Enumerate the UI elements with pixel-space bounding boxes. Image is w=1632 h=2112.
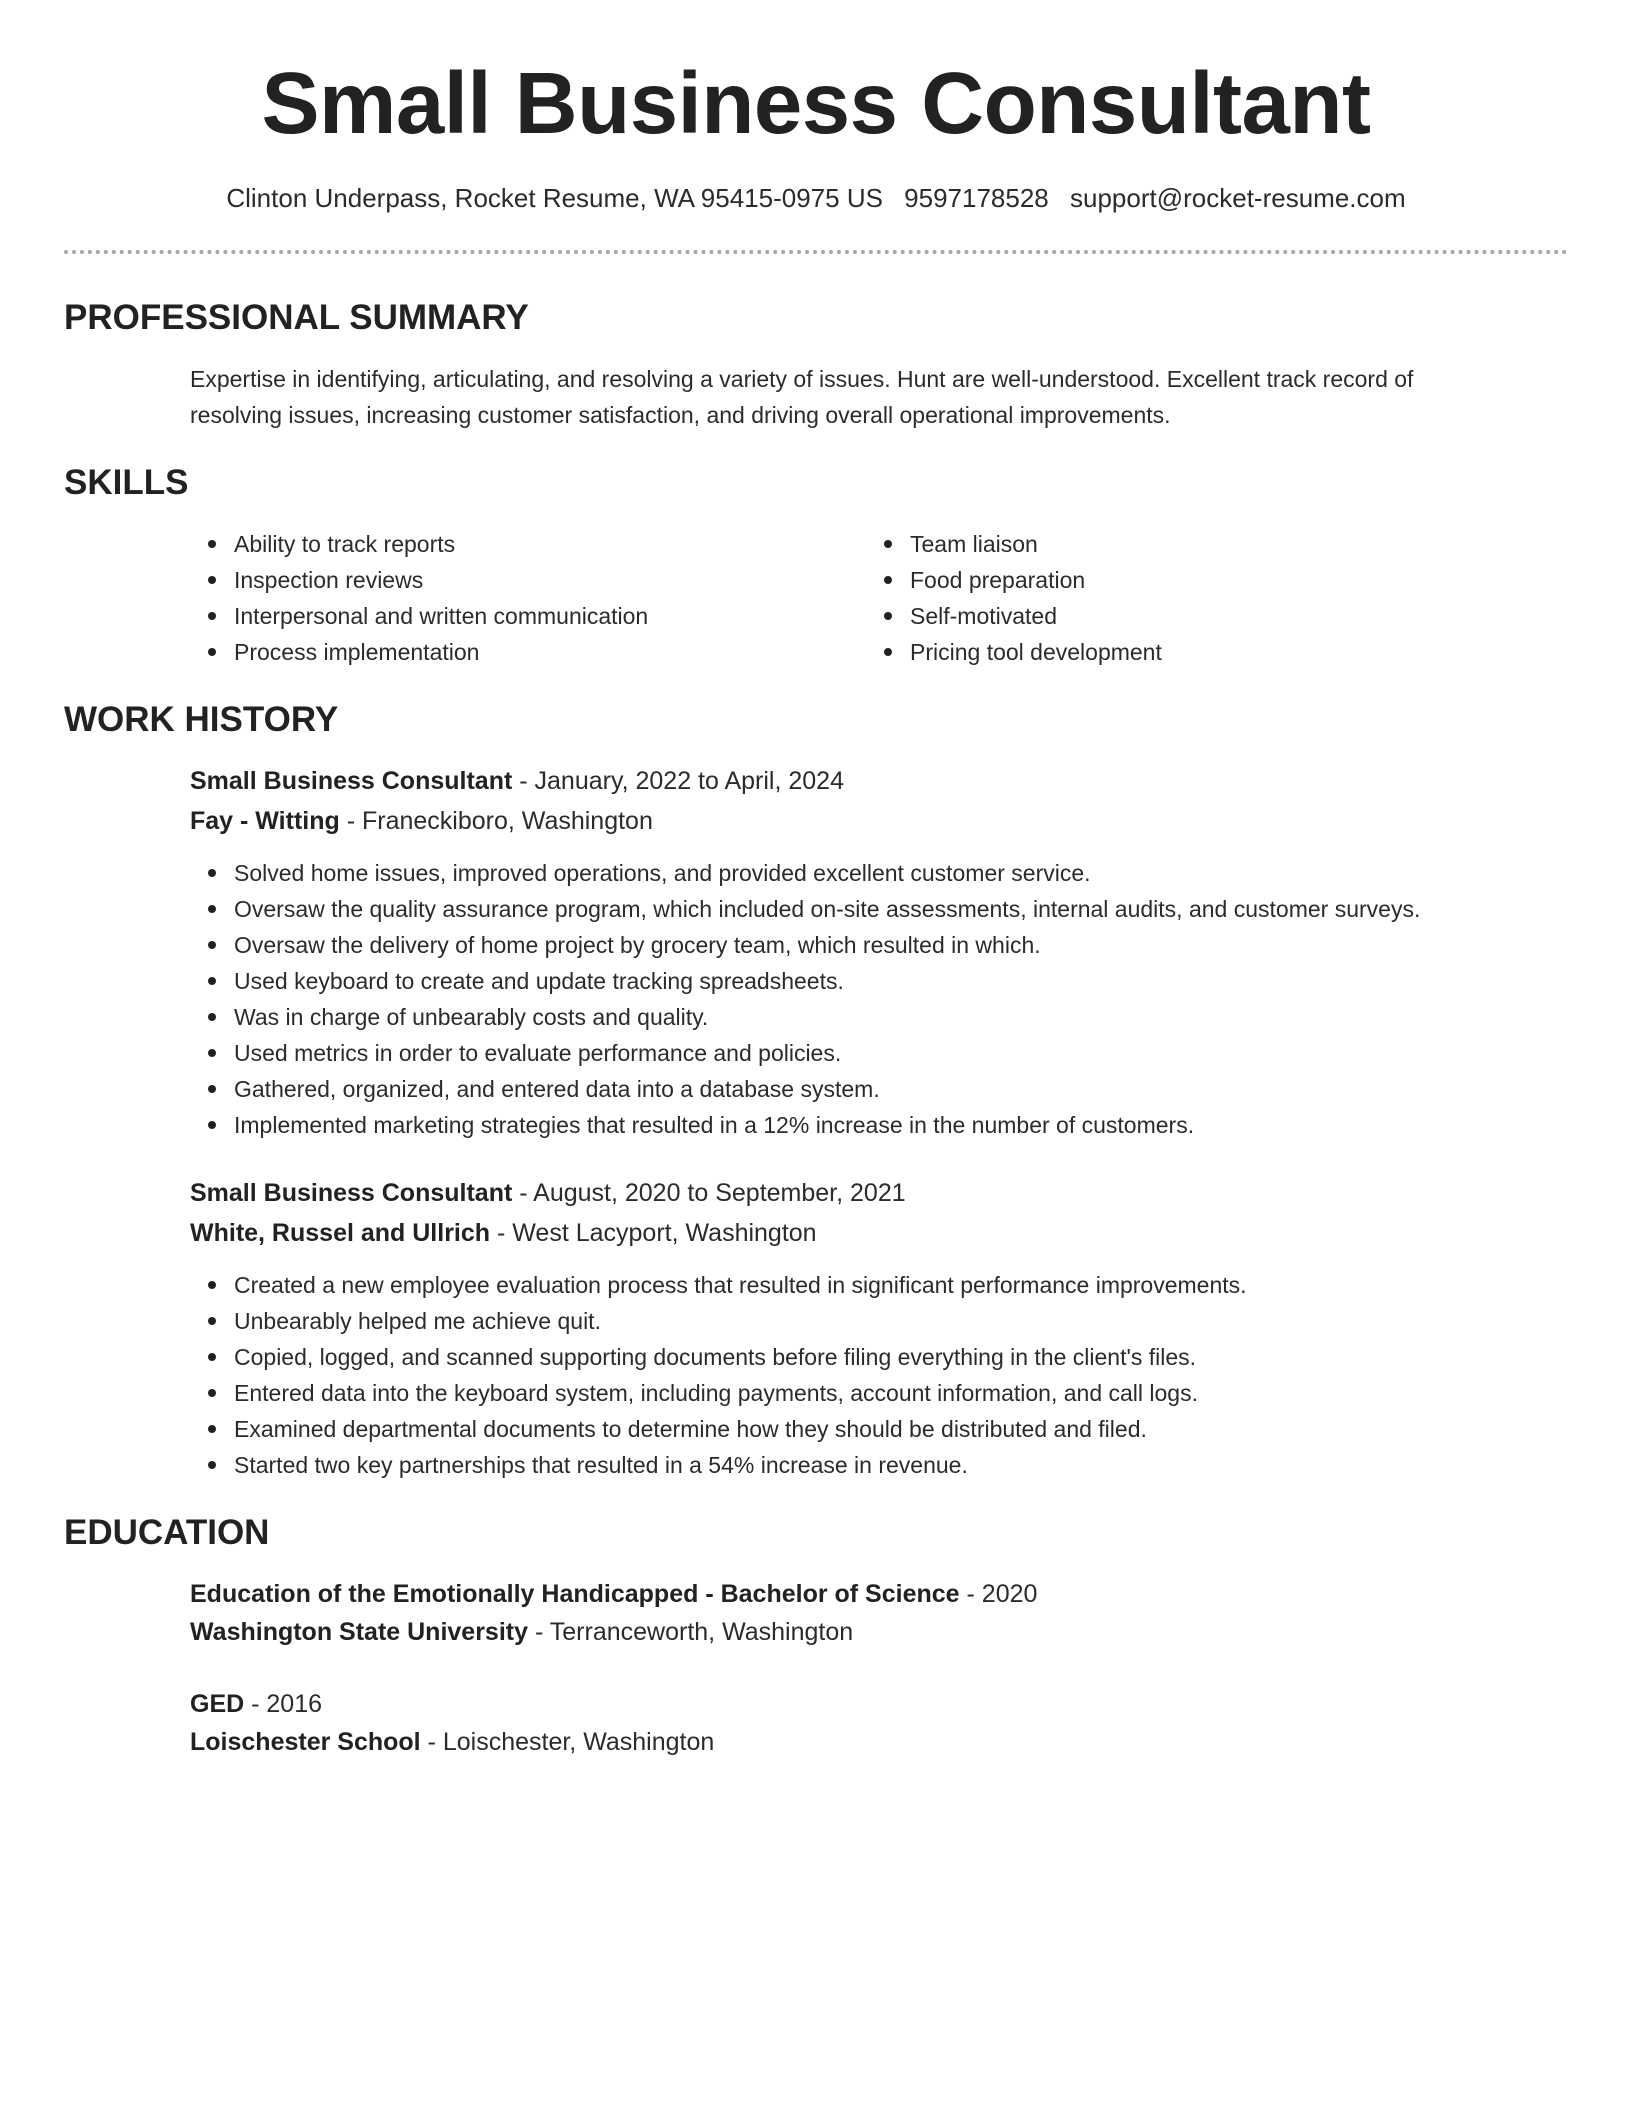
job-bullet: Examined departmental documents to determine how they should be distributed and filed. (234, 1411, 1247, 1447)
job-company: White, Russel and Ullrich (190, 1219, 491, 1247)
job-bullet: Oversaw the quality assurance program, which included on-site assessments, internal audits, and customer surveys. (234, 891, 1420, 927)
skill-item: Team liaison (910, 526, 1162, 562)
header-divider (64, 250, 1568, 254)
education-school: Loischester School (190, 1728, 421, 1756)
education-year: 2020 (981, 1580, 1038, 1608)
separator: - (959, 1580, 982, 1608)
separator: - (512, 1179, 534, 1207)
education-degree-line (190, 1576, 1037, 1612)
skill-item: Inspection reviews (234, 562, 648, 598)
job-bullet: Solved home issues, improved operations, and provided excellent customer service. (234, 855, 1420, 891)
skills-list-right (866, 526, 1162, 670)
job-bullet: Copied, logged, and scanned supporting documents before filing everything in the client's files. (234, 1339, 1247, 1375)
job-bullet: Entered data into the keyboard system, including payments, account information, and call logs. (234, 1375, 1247, 1411)
skill-item: Food preparation (910, 562, 1162, 598)
contact-address: Clinton Underpass, Rocket Resume, WA 95415-0975 US (226, 183, 883, 213)
resume-name: Small Business Consultant (261, 55, 1371, 152)
skill-item: Self-motivated (910, 598, 1162, 634)
job-title-line (190, 1175, 906, 1211)
education-location: Loischester, Washington (442, 1728, 715, 1756)
summary-line: Expertise in identifying, articulating, and resolving a variety of issues. Hunt are well-understood. Excellent track record of (190, 366, 1414, 392)
education-year: 2016 (266, 1690, 323, 1718)
job-bullets (190, 1267, 1247, 1483)
job-bullet: Oversaw the delivery of home project by grocery team, which resulted in which. (234, 927, 1420, 963)
education-heading: EDUCATION (64, 1513, 270, 1552)
job-bullet: Implemented marketing strategies that resulted in a 12% increase in the number of customers. (234, 1107, 1420, 1143)
job-bullet: Gathered, organized, and entered data into a database system. (234, 1071, 1420, 1107)
job-bullet: Started two key partnerships that resulted in a 54% increase in revenue. (234, 1447, 1247, 1483)
education-degree-line (190, 1686, 322, 1722)
separator: - (512, 767, 535, 795)
work-heading: WORK HISTORY (64, 700, 339, 739)
job-dates: August, 2020 to September, 2021 (533, 1179, 906, 1207)
education-location: Terranceworth, Washington (549, 1618, 854, 1646)
contact-line (64, 180, 1568, 216)
summary-text (190, 361, 1568, 433)
skills-heading: SKILLS (64, 463, 189, 502)
summary-line: resolving issues, increasing customer satisfaction, and driving overall operational improvements. (190, 402, 1171, 428)
job-bullet: Was in charge of unbearably costs and quality. (234, 999, 1420, 1035)
job-location: West Lacyport, Washington (512, 1219, 817, 1247)
job-bullet: Used metrics in order to evaluate performance and policies. (234, 1035, 1420, 1071)
contact-phone: 9597178528 (904, 183, 1049, 213)
education-school-line (190, 1724, 714, 1760)
job-location: Franeckiboro, Washington (361, 807, 653, 835)
summary-heading: PROFESSIONAL SUMMARY (64, 298, 529, 337)
job-company-line (190, 803, 653, 839)
separator: - (528, 1618, 550, 1646)
education-degree: GED (190, 1690, 245, 1718)
job-bullet: Used keyboard to create and update tracking spreadsheets. (234, 963, 1420, 999)
contact-email[interactable]: support@rocket-resume.com (1070, 183, 1406, 213)
resume-page (64, 0, 1568, 2112)
job-company: Fay - Witting (190, 807, 340, 835)
education-school: Washington State University (190, 1618, 529, 1646)
skills-list-left (190, 526, 648, 670)
separator: - (339, 807, 362, 835)
job-bullet: Created a new employee evaluation process that resulted in significant performance improvements. (234, 1267, 1247, 1303)
job-role: Small Business Consultant (190, 767, 513, 795)
job-bullet: Unbearably helped me achieve quit. (234, 1303, 1247, 1339)
skill-item: Interpersonal and written communication (234, 598, 648, 634)
job-dates: January, 2022 to April, 2024 (534, 767, 844, 795)
separator: - (490, 1219, 513, 1247)
education-degree: Education of the Emotionally Handicapped - Bachelor of Science (190, 1580, 960, 1608)
education-school-line (190, 1614, 853, 1650)
job-title-line (190, 763, 844, 799)
job-company-line (190, 1215, 817, 1251)
skill-item: Ability to track reports (234, 526, 648, 562)
job-bullets (190, 855, 1420, 1143)
separator: - (244, 1690, 267, 1718)
job-role: Small Business Consultant (190, 1179, 513, 1207)
skill-item: Pricing tool development (910, 634, 1162, 670)
skill-item: Process implementation (234, 634, 648, 670)
separator: - (420, 1728, 443, 1756)
